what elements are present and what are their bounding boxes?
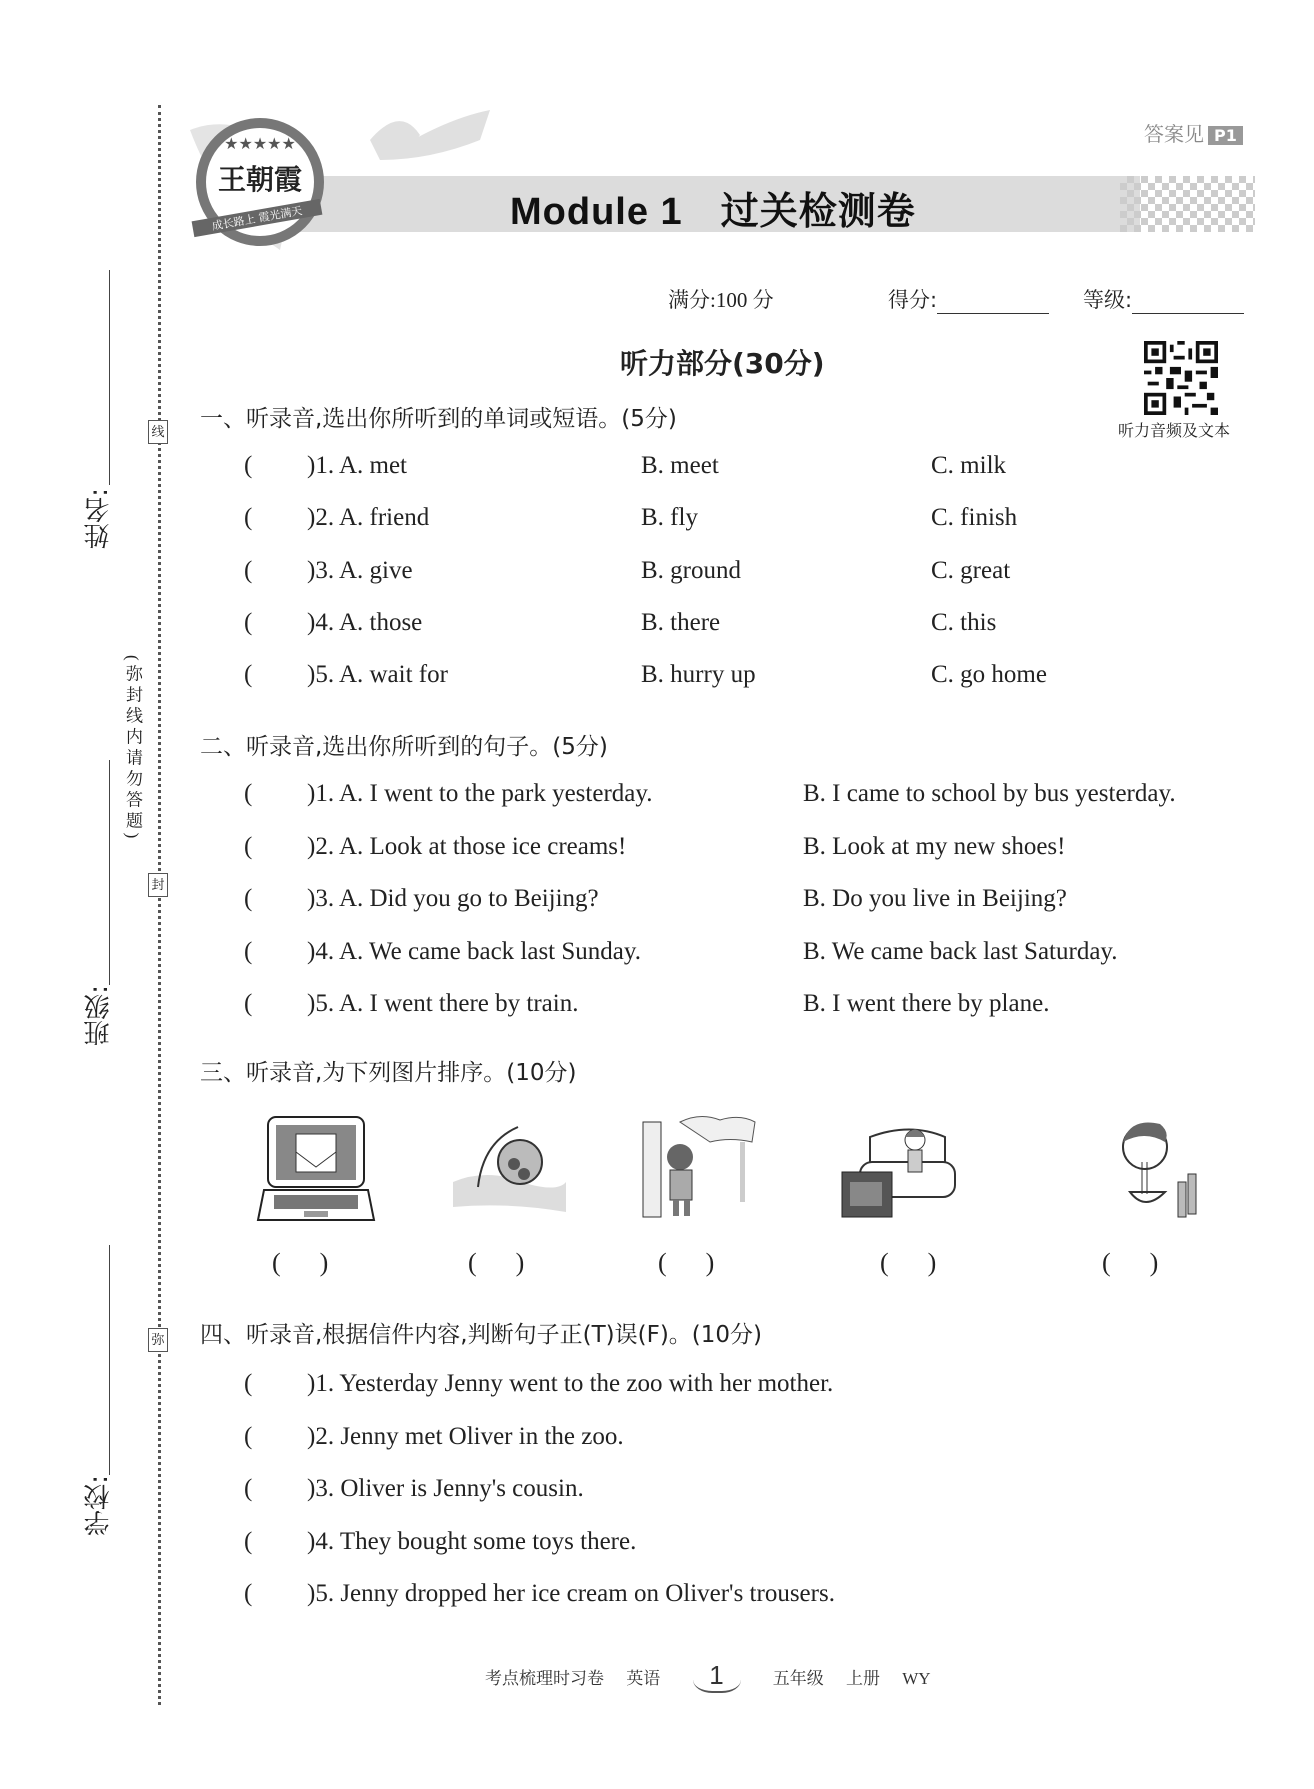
statement-text: )5. Jenny dropped her ice cream on Oliver's trousers.	[307, 1580, 835, 1607]
question-option-c[interactable]: C. go home	[931, 661, 1047, 689]
answer-blank[interactable]: (	[244, 1527, 253, 1555]
question-option-b[interactable]: B. there	[641, 608, 721, 636]
seal-dotted-line	[158, 105, 161, 1705]
title-en: Module 1	[510, 191, 683, 233]
question-option-a[interactable]: )2. A. Look at those ice creams!	[307, 832, 627, 860]
statement-text: )2. Jenny met Oliver in the zoo.	[307, 1422, 624, 1450]
grade-label: 等级:	[1083, 288, 1133, 312]
picture-order-blank-5[interactable]: ( )	[1102, 1248, 1159, 1277]
question-option-a[interactable]: )1. A. I went to the park yesterday.	[307, 780, 653, 807]
question-option-b[interactable]: B. fly	[641, 504, 698, 532]
picture-order-blank-2[interactable]: ( )	[468, 1248, 525, 1277]
answer-blank[interactable]: (	[244, 1370, 253, 1397]
seal-notice: (弥封线内请勿答题)	[123, 655, 142, 843]
footer-volume: 上册	[846, 1669, 880, 1688]
question-option-a[interactable]: )4. A. We came back last Sunday.	[307, 937, 642, 965]
answer-blank[interactable]: (	[244, 990, 253, 1017]
class-field-line[interactable]	[109, 760, 110, 985]
qr-caption: 听力音频及文本	[1118, 423, 1231, 440]
name-field-line[interactable]	[109, 270, 110, 485]
score-field[interactable]	[888, 284, 1049, 314]
picture-child-at-park	[640, 1112, 760, 1227]
answer-blank[interactable]: (	[244, 1475, 253, 1502]
checker-decoration	[1120, 176, 1255, 232]
question-option-b[interactable]: B. ground	[641, 556, 741, 584]
logo-stars-icon: ★★★★★	[224, 136, 296, 153]
answer-reference	[1144, 118, 1243, 147]
score-label: 得分:	[888, 288, 938, 312]
question-option-b[interactable]: B. Do you live in Beijing?	[803, 885, 1067, 912]
footer-grade: 五年级	[772, 1669, 824, 1688]
answer-blank[interactable]: (	[244, 452, 253, 479]
question-option-c[interactable]: C. finish	[931, 504, 1018, 532]
full-score: 满分:100 分	[668, 288, 774, 312]
answer-ref-label: 答案见	[1144, 122, 1204, 146]
section2-title: 二、听录音,选出你所听到的句子。(5分)	[200, 734, 608, 760]
question-option-b[interactable]: B. We came back last Saturday.	[803, 937, 1118, 965]
answer-blank[interactable]: (	[244, 661, 253, 689]
question-option-c[interactable]: C. great	[931, 556, 1011, 584]
page-title	[510, 180, 916, 235]
answer-blank[interactable]: (	[244, 608, 253, 636]
question-option-b[interactable]: B. Look at my new shoes!	[803, 832, 1066, 860]
picture-laptop-email	[256, 1112, 376, 1227]
seal-mark-mi: 弥	[148, 1328, 168, 1352]
picture-boy-eating	[1090, 1112, 1210, 1227]
question-option-b[interactable]: B. meet	[641, 452, 719, 479]
footer-series: 考点梳理时习卷	[485, 1669, 604, 1688]
page-number: 1	[693, 1660, 741, 1693]
footer-subject: 英语	[626, 1669, 661, 1688]
answer-blank[interactable]: (	[244, 1422, 253, 1450]
section4-title: 四、听录音,根据信件内容,判断句子正(T)误(F)。(10分)	[200, 1322, 763, 1348]
page-footer	[485, 1660, 931, 1693]
picture-order-blank-4[interactable]: ( )	[880, 1248, 937, 1277]
answer-blank[interactable]: (	[244, 937, 253, 965]
brand-name: 王朝霞	[217, 163, 302, 196]
qr-code-icon[interactable]	[1144, 340, 1218, 416]
answer-blank[interactable]: (	[244, 1580, 253, 1607]
question-option-b[interactable]: B. hurry up	[641, 661, 756, 689]
listening-title: 听力部分(30分)	[620, 347, 825, 380]
school-label: 学校:	[84, 1475, 114, 1536]
section1-title: 一、听录音,选出你所听到的单词或短语。(5分)	[200, 406, 677, 432]
answer-blank[interactable]: (	[244, 832, 253, 860]
name-label: 姓名:	[84, 488, 114, 549]
answer-blank[interactable]: (	[244, 556, 253, 584]
question-option-a[interactable]: )4. A. those	[307, 608, 423, 636]
seal-mark-seal: 封	[148, 873, 168, 897]
answer-blank[interactable]: (	[244, 780, 253, 807]
picture-order-blank-1[interactable]: ( )	[272, 1248, 329, 1277]
question-option-c[interactable]: C. milk	[931, 452, 1007, 479]
answer-blank[interactable]: (	[244, 504, 253, 532]
statement-text: )1. Yesterday Jenny went to the zoo with her mother.	[307, 1370, 834, 1397]
answer-page-badge: P1	[1208, 126, 1243, 145]
brand-slogan: 成长路上 霞光满天	[192, 199, 323, 237]
picture-order-blank-3[interactable]: ( )	[658, 1248, 715, 1277]
answer-blank[interactable]: (	[244, 885, 253, 912]
picture-swimming	[448, 1112, 568, 1227]
brand-logo	[196, 118, 324, 246]
question-option-a[interactable]: )5. A. I went there by train.	[307, 990, 579, 1017]
section3-title: 三、听录音,为下列图片排序。(10分)	[200, 1060, 577, 1086]
statement-text: )4. They bought some toys there.	[307, 1527, 637, 1555]
title-cn: 过关检测卷	[720, 189, 916, 233]
school-field-line[interactable]	[109, 1245, 110, 1475]
footer-edition: WY	[902, 1669, 931, 1688]
question-option-c[interactable]: C. this	[931, 608, 997, 636]
seal-mark-line: 线	[148, 420, 168, 444]
class-label: 班级:	[84, 985, 114, 1046]
grade-field[interactable]	[1083, 284, 1244, 314]
question-option-a[interactable]: )1. A. met	[307, 452, 407, 479]
question-option-a[interactable]: )5. A. wait for	[307, 661, 448, 689]
question-option-b[interactable]: B. I came to school by bus yesterday.	[803, 780, 1176, 807]
statement-text: )3. Oliver is Jenny's cousin.	[307, 1475, 584, 1502]
question-option-a[interactable]: )3. A. give	[307, 556, 413, 584]
question-option-a[interactable]: )2. A. friend	[307, 504, 430, 532]
question-option-a[interactable]: )3. A. Did you go to Beijing?	[307, 885, 599, 912]
question-option-b[interactable]: B. I went there by plane.	[803, 990, 1050, 1017]
picture-girl-on-sofa	[840, 1112, 960, 1227]
